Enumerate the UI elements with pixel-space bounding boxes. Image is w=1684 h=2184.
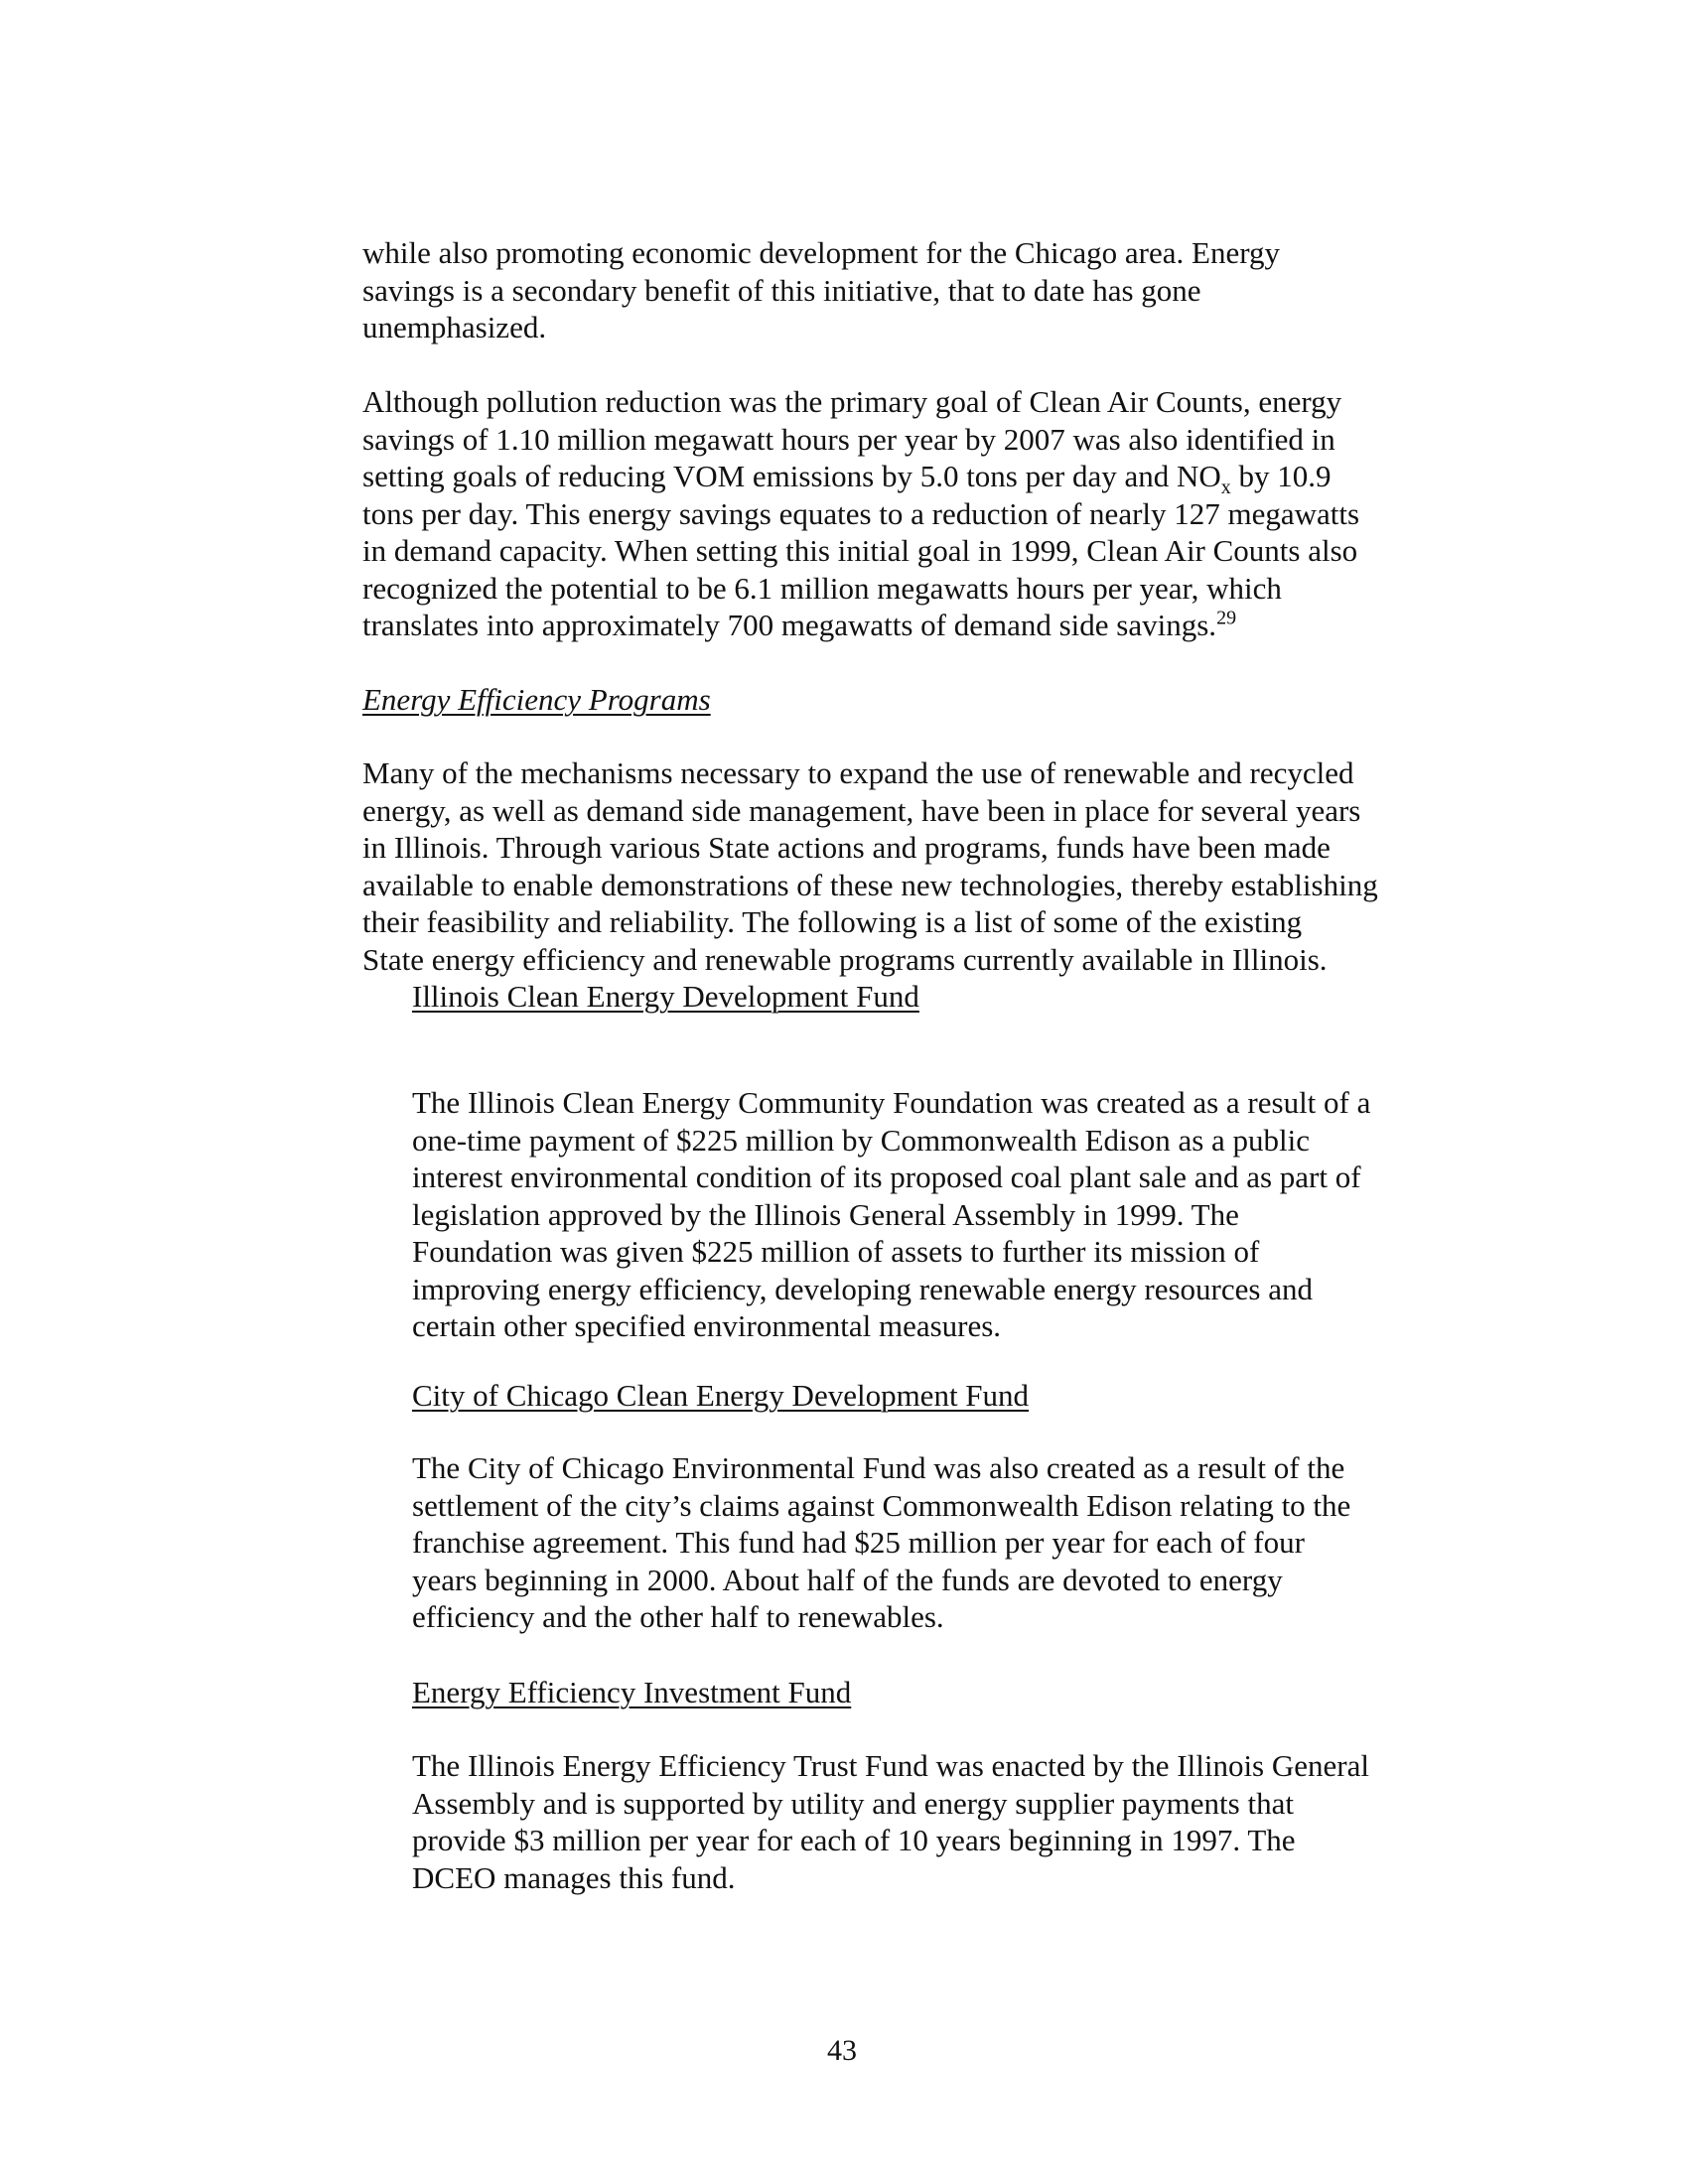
text-line: settlement of the city’s claims against Commonwealth Edison relating to the — [412, 1487, 1351, 1523]
fund-heading-chicago: City of Chicago Clean Energy Development Fund — [412, 1378, 1030, 1413]
text-fragment: translates into approximately 700 megawatts of demand side savings. — [362, 608, 1217, 642]
text-line: interest environmental condition of its proposed coal plant sale and as part of — [412, 1160, 1361, 1194]
text-line: certain other specified environmental measures. — [412, 1308, 1002, 1343]
text-line: Although pollution reduction was the primary goal of Clean Air Counts, energy — [362, 384, 1342, 419]
text-line: efficiency and the other half to renewables. — [412, 1599, 944, 1634]
page-number: 43 — [827, 2034, 857, 2067]
text-line: in demand capacity. When setting this initial goal in 1999, Clean Air Counts also — [362, 533, 1358, 568]
text-line: recognized the potential to be 6.1 million megawatts hours per year, which — [362, 570, 1282, 606]
text-line: The City of Chicago Environmental Fund was also created as a result of the — [412, 1450, 1345, 1485]
text-line: savings of 1.10 million megawatt hours per year by 2007 was also identified in — [362, 421, 1335, 457]
fund-heading-illinois: Illinois Clean Energy Development Fund — [412, 979, 919, 1014]
text-line: years beginning in 2000. About half of the funds are devoted to energy — [412, 1562, 1283, 1597]
text-fragment: setting goals of reducing VOM emissions by 5.0 tons per day and NO — [362, 459, 1221, 493]
paragraph-programs — [362, 754, 1378, 978]
text-line: The Illinois Energy Efficiency Trust Fund was enacted by the Illinois General — [412, 1748, 1369, 1783]
text-line: while also promoting economic development for the Chicago area. Energy — [362, 235, 1280, 270]
text-line: unemphasized. — [362, 310, 547, 344]
text-line: tons per day. This energy savings equates to a reduction of nearly 127 megawatts — [362, 495, 1360, 531]
paragraph-fund-chicago — [412, 1449, 1350, 1636]
text-line: improving energy efficiency, developing renewable energy resources and — [412, 1271, 1313, 1306]
footnote-reference: 29 — [1216, 607, 1237, 629]
text-line: energy, as well as demand side management, have been in place for several years — [362, 792, 1361, 828]
text-line: legislation approved by the Illinois General Assembly in 1999. The — [412, 1196, 1239, 1232]
text-line: The Illinois Clean Energy Community Foundation was created as a result of a — [412, 1085, 1371, 1120]
text-line-with-subscript — [362, 458, 1359, 499]
text-line: Many of the mechanisms necessary to expand the use of renewable and recycled — [362, 755, 1354, 790]
text-line: State energy efficiency and renewable programs currently available in Illinois. — [362, 941, 1328, 977]
text-line: available to enable demonstrations of these new technologies, thereby establishing — [362, 867, 1378, 902]
text-line: Foundation was given $225 million of assets to further its mission of — [412, 1234, 1260, 1269]
paragraph-fund-investment — [412, 1747, 1369, 1896]
text-line: savings is a secondary benefit of this initiative, that to date has gone — [362, 272, 1201, 308]
text-line: franchise agreement. This fund had $25 million per year for each of four — [412, 1525, 1305, 1560]
paragraph-fund-illinois — [412, 1084, 1370, 1345]
text-line-with-footnote — [362, 607, 1359, 644]
text-line: their feasibility and reliability. The following is a list of some of the existing — [362, 904, 1303, 939]
nox-subscript: x — [1220, 477, 1231, 499]
section-heading: Energy Efficiency Programs — [362, 682, 711, 717]
text-line: Assembly and is supported by utility and energy supplier payments that — [412, 1785, 1294, 1821]
fund-heading-investment: Energy Efficiency Investment Fund — [412, 1675, 852, 1709]
paragraph-goals — [362, 383, 1359, 644]
text-line: in Illinois. Through various State actions and programs, funds have been made — [362, 830, 1331, 865]
text-line: provide $3 million per year for each of 10 years beginning in 1997. The — [412, 1823, 1296, 1857]
text-fragment: by 10.9 — [1230, 459, 1332, 493]
text-line: one-time payment of $225 million by Commonwealth Edison as a public — [412, 1122, 1311, 1158]
text-line: DCEO manages this fund. — [412, 1859, 736, 1895]
paragraph-intro — [362, 234, 1280, 346]
